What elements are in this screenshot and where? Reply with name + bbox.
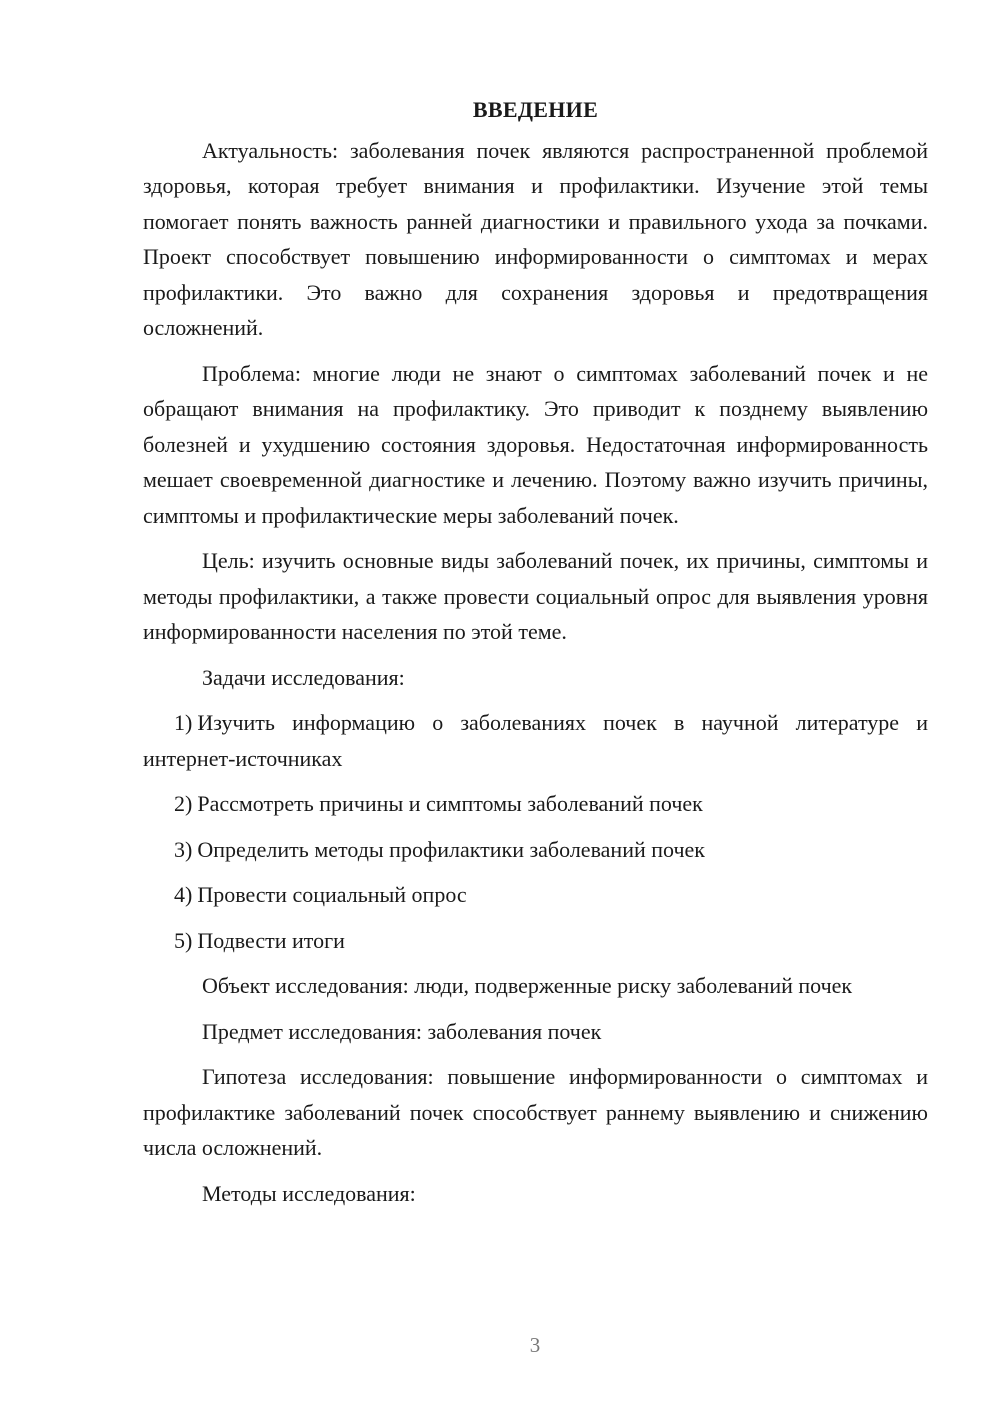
list-item-text: Подвести итоги xyxy=(197,927,345,953)
paragraph-object: Объект исследования: люди, подверженные риску заболеваний почек xyxy=(202,973,853,998)
paragraph-relevance: Актуальность: заболевания почек являются распространенной проблемой здоровья, которая требует внимания и профилактики. Изучение этой темы помогает понять важность ранней диагностики и правильного ухода за почками. Проект способствует повышению информированности о симптомах и мерах профилактики. Это важно для сохранения здоровья и предотвращения осложнений. xyxy=(143,137,928,340)
list-item-number: 2) xyxy=(174,791,193,816)
list-item xyxy=(143,832,928,868)
list-item xyxy=(143,705,928,776)
list-item-text: Определить методы профилактики заболеваний почек xyxy=(197,836,705,862)
list-item xyxy=(143,786,928,822)
paragraph-problem: Проблема: многие люди не знают о симптомах заболеваний почек и не обращают внимания на профилактику. Это приводит к позднему выявлению болезней и ухудшению состояния здоровья. Недостаточная информированность мешает своевременной диагностике и лечению. Поэтому важно изучить причины, симптомы и профилактические меры заболеваний почек. xyxy=(143,360,928,528)
tasks-list xyxy=(143,705,928,958)
list-item-number: 5) xyxy=(174,927,193,953)
list-item-text: Рассмотреть причины и симптомы заболеваний почек xyxy=(197,791,703,816)
list-item-number: 4) xyxy=(174,882,193,907)
paragraph-goal: Цель: изучить основные виды заболеваний почек, их причины, симптомы и методы профилактики, а также провести социальный опрос для выявления уровня информированности населения по этой теме. xyxy=(143,548,928,644)
list-item-number: 3) xyxy=(174,836,193,862)
list-item xyxy=(143,923,928,959)
list-item-text: Провести социальный опрос xyxy=(197,882,467,907)
list-item-number: 1) xyxy=(174,710,193,735)
tasks-heading: Задачи исследования: xyxy=(202,664,405,690)
methods-heading: Методы исследования: xyxy=(202,1180,416,1206)
page-number: 3 xyxy=(529,1333,541,1357)
section-heading: ВВЕДЕНИЕ xyxy=(472,97,599,122)
paragraph-hypothesis: Гипотеза исследования: повышение информированности о симптомах и профилактике заболеваний почек способствует раннему выявлению и снижению числа осложнений. xyxy=(143,1064,928,1160)
document-page xyxy=(143,92,928,1221)
list-item xyxy=(143,877,928,913)
list-item-text: Изучить информацию о заболеваниях почек в научной литературе и интернет-источниках xyxy=(143,710,928,771)
paragraph-subject: Предмет исследования: заболевания почек xyxy=(202,1018,602,1044)
